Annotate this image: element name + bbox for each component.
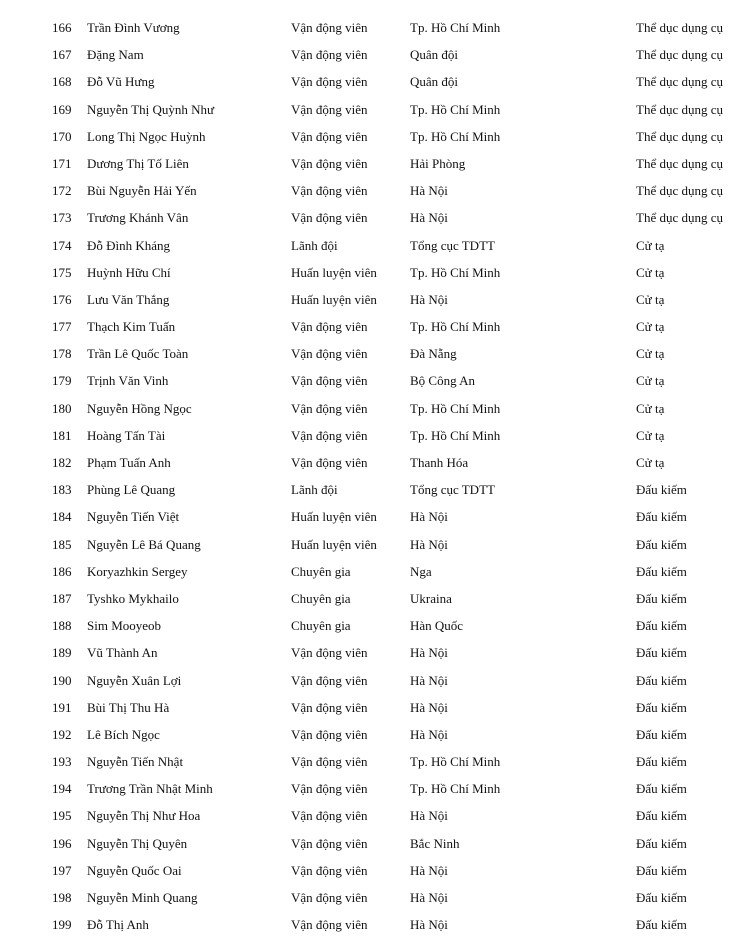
- member-name: Tyshko Mykhailo: [87, 590, 179, 606]
- member-role: Vận động viên: [291, 781, 368, 797]
- member-role: Vận động viên: [291, 210, 368, 226]
- row-number: 175: [52, 264, 72, 280]
- row-number: 166: [52, 20, 72, 35]
- member-role: Vận động viên: [291, 74, 368, 90]
- row-number: 185: [52, 536, 72, 552]
- member-role: Chuyên gia: [291, 618, 351, 634]
- table-row: [0, 911, 730, 938]
- member-unit: Hà Nội: [410, 645, 448, 661]
- member-sport: Cử tạ: [636, 427, 665, 443]
- row-number: 198: [52, 890, 72, 905]
- table-row: [0, 395, 730, 422]
- member-name: Vũ Thành An: [87, 645, 158, 661]
- member-sport: Đấu kiếm: [636, 726, 687, 742]
- table-row: [0, 367, 730, 394]
- member-name: Nguyễn Thị Quyên: [87, 835, 188, 851]
- member-name: Bùi Thị Thu Hà: [87, 699, 170, 715]
- row-number: 190: [52, 672, 72, 688]
- row-number: 186: [52, 563, 72, 579]
- member-unit: Bộ Công An: [410, 373, 476, 389]
- row-number: 188: [52, 618, 72, 634]
- member-role: Vận động viên: [291, 645, 368, 661]
- member-unit: Hàn Quốc: [410, 618, 464, 634]
- table-row: [0, 150, 730, 177]
- member-unit: Quân đội: [410, 47, 459, 63]
- member-role: Vận động viên: [291, 183, 368, 199]
- row-number: 199: [52, 917, 72, 933]
- member-role: Vận động viên: [291, 862, 368, 878]
- member-role: Vận động viên: [291, 427, 368, 443]
- table-row: [0, 775, 730, 802]
- member-name: Trương Trần Nhật Minh: [87, 781, 213, 797]
- member-name: Long Thị Ngọc Huỳnh: [87, 128, 206, 144]
- table-row: [0, 558, 730, 585]
- member-name: Phùng Lê Quang: [87, 482, 176, 498]
- member-role: Huấn luyện viên: [291, 264, 377, 280]
- member-role: Huấn luyện viên: [291, 291, 377, 307]
- table-row: [0, 68, 730, 95]
- member-role: Vận động viên: [291, 917, 368, 933]
- member-sport: Thể dục dụng cụ: [636, 47, 724, 63]
- member-sport: Cử tạ: [636, 373, 665, 389]
- member-role: Vận động viên: [291, 346, 368, 362]
- member-unit: Hà Nội: [410, 509, 448, 525]
- member-role: Vận động viên: [291, 672, 368, 688]
- table-row: [0, 123, 730, 150]
- member-sport: Đấu kiếm: [636, 563, 687, 579]
- member-sport: Thể dục dụng cụ: [636, 74, 724, 90]
- member-unit: Đà Nẵng: [410, 346, 457, 362]
- table-row: [0, 667, 730, 694]
- member-role: Vận động viên: [291, 808, 368, 824]
- member-role: Vận động viên: [291, 155, 368, 171]
- member-name: Đỗ Thị Anh: [87, 917, 149, 933]
- member-role: Vận động viên: [291, 455, 368, 470]
- row-number: 168: [52, 74, 72, 90]
- member-sport: Cử tạ: [636, 264, 665, 280]
- member-name: Trịnh Văn Vinh: [87, 373, 169, 389]
- member-unit: Hà Nội: [410, 917, 448, 933]
- member-name: Nguyễn Thị Quỳnh Như: [87, 101, 215, 117]
- member-role: Vận động viên: [291, 47, 368, 63]
- member-name: Nguyễn Tiến Nhật: [87, 754, 184, 770]
- member-sport: Đấu kiếm: [636, 890, 687, 905]
- member-name: Đỗ Đình Kháng: [87, 237, 171, 253]
- member-unit: Hà Nội: [410, 808, 448, 824]
- row-number: 193: [52, 754, 72, 770]
- member-name: Trương Khánh Vân: [87, 210, 189, 226]
- member-sport: Thể dục dụng cụ: [636, 210, 724, 226]
- member-unit: Tp. Hồ Chí Minh: [410, 400, 501, 416]
- member-unit: Tp. Hồ Chí Minh: [410, 754, 501, 770]
- row-number: 173: [52, 210, 72, 226]
- table-row: [0, 96, 730, 123]
- member-unit: Tp. Hồ Chí Minh: [410, 128, 501, 144]
- table-row: [0, 259, 730, 286]
- table-row: [0, 232, 730, 259]
- member-name: Trần Đình Vương: [87, 20, 180, 35]
- member-unit: Hà Nội: [410, 726, 448, 742]
- athlete-list-table: [0, 14, 730, 938]
- table-row: [0, 476, 730, 503]
- row-number: 179: [52, 373, 72, 389]
- member-unit: Tổng cục TDTT: [410, 237, 495, 253]
- table-row: [0, 802, 730, 829]
- member-sport: Cử tạ: [636, 319, 665, 335]
- member-role: Vận động viên: [291, 835, 368, 851]
- member-sport: Cử tạ: [636, 237, 665, 253]
- table-row: [0, 286, 730, 313]
- table-row: [0, 340, 730, 367]
- member-role: Vận động viên: [291, 20, 368, 35]
- member-sport: Đấu kiếm: [636, 590, 687, 606]
- member-sport: Đấu kiếm: [636, 699, 687, 715]
- member-name: Nguyễn Thị Như Hoa: [87, 808, 201, 824]
- member-unit: Tổng cục TDTT: [410, 482, 495, 498]
- table-row: [0, 585, 730, 612]
- row-number: 197: [52, 862, 72, 878]
- row-number: 191: [52, 699, 72, 715]
- member-unit: Hà Nội: [410, 183, 448, 199]
- row-number: 184: [52, 509, 72, 525]
- table-row: [0, 531, 730, 558]
- member-unit: Tp. Hồ Chí Minh: [410, 264, 501, 280]
- table-row: [0, 721, 730, 748]
- member-role: Huấn luyện viên: [291, 509, 377, 525]
- member-unit: Hà Nội: [410, 210, 448, 226]
- row-number: 181: [52, 427, 72, 443]
- member-sport: Thể dục dụng cụ: [636, 101, 724, 117]
- row-number: 182: [52, 455, 72, 470]
- member-name: Sim Mooyeob: [87, 618, 162, 634]
- member-unit: Hải Phòng: [410, 155, 466, 171]
- row-number: 169: [52, 101, 72, 117]
- row-number: 189: [52, 645, 72, 661]
- member-unit: Ukraina: [410, 590, 452, 606]
- member-role: Vận động viên: [291, 754, 368, 770]
- member-role: Chuyên gia: [291, 590, 351, 606]
- member-sport: Đấu kiếm: [636, 482, 687, 498]
- member-role: Vận động viên: [291, 101, 368, 117]
- table-row: [0, 204, 730, 231]
- row-number: 170: [52, 128, 72, 144]
- member-role: Huấn luyện viên: [291, 536, 377, 552]
- member-name: Đỗ Vũ Hưng: [87, 74, 155, 90]
- row-number: 167: [52, 47, 72, 63]
- member-sport: Đấu kiếm: [636, 917, 687, 933]
- row-number: 195: [52, 808, 72, 824]
- member-sport: Cử tạ: [636, 455, 665, 470]
- member-unit: Quân đội: [410, 74, 459, 90]
- member-sport: Thể dục dụng cụ: [636, 155, 724, 171]
- member-sport: Thể dục dụng cụ: [636, 20, 724, 35]
- member-name: Nguyễn Xuân Lợi: [87, 672, 182, 688]
- table-row: [0, 503, 730, 530]
- member-role: Chuyên gia: [291, 563, 351, 579]
- member-unit: Hà Nội: [410, 890, 448, 905]
- row-number: 171: [52, 155, 72, 171]
- table-row: [0, 449, 730, 476]
- table-row: [0, 694, 730, 721]
- member-role: Vận động viên: [291, 890, 368, 905]
- member-sport: Đấu kiếm: [636, 835, 687, 851]
- member-unit: Hà Nội: [410, 291, 448, 307]
- member-sport: Cử tạ: [636, 346, 665, 362]
- member-sport: Đấu kiếm: [636, 509, 687, 525]
- member-name: Bùi Nguyễn Hải Yến: [87, 183, 197, 199]
- table-row: [0, 422, 730, 449]
- member-name: Lê Bích Ngọc: [87, 726, 160, 742]
- row-number: 177: [52, 319, 72, 335]
- member-role: Vận động viên: [291, 373, 368, 389]
- member-sport: Đấu kiếm: [636, 754, 687, 770]
- table-row: [0, 857, 730, 884]
- member-unit: Tp. Hồ Chí Minh: [410, 319, 501, 335]
- row-number: 183: [52, 482, 72, 498]
- row-number: 196: [52, 835, 72, 851]
- member-unit: Tp. Hồ Chí Minh: [410, 20, 501, 35]
- member-name: Nguyễn Hồng Ngọc: [87, 400, 192, 416]
- member-role: Vận động viên: [291, 699, 368, 715]
- row-number: 174: [52, 237, 72, 253]
- row-number: 192: [52, 726, 72, 742]
- member-name: Trần Lê Quốc Toàn: [87, 346, 189, 362]
- member-sport: Thể dục dụng cụ: [636, 183, 724, 199]
- table-row: [0, 748, 730, 775]
- member-sport: Cử tạ: [636, 291, 665, 307]
- row-number: 180: [52, 400, 72, 416]
- table-row: [0, 313, 730, 340]
- member-role: Vận động viên: [291, 400, 368, 416]
- member-name: Nguyễn Tiến Việt: [87, 509, 180, 525]
- member-unit: Thanh Hóa: [410, 455, 469, 470]
- member-unit: Nga: [410, 563, 432, 579]
- member-name: Nguyễn Minh Quang: [87, 890, 198, 905]
- member-sport: Cử tạ: [636, 400, 665, 416]
- row-number: 172: [52, 183, 72, 199]
- member-sport: Đấu kiếm: [636, 618, 687, 634]
- member-sport: Đấu kiếm: [636, 862, 687, 878]
- table-row: [0, 612, 730, 639]
- member-sport: Đấu kiếm: [636, 645, 687, 661]
- table-row: [0, 830, 730, 857]
- member-name: Koryazhkin Sergey: [87, 563, 188, 579]
- member-name: Nguyễn Quốc Oai: [87, 862, 182, 878]
- table-row: [0, 639, 730, 666]
- table-row: [0, 177, 730, 204]
- row-number: 187: [52, 590, 72, 606]
- member-name: Nguyễn Lê Bá Quang: [87, 536, 201, 552]
- member-role: Vận động viên: [291, 726, 368, 742]
- member-name: Hoàng Tấn Tài: [87, 427, 166, 443]
- table-row: [0, 14, 730, 41]
- member-unit: Hà Nội: [410, 699, 448, 715]
- member-sport: Đấu kiếm: [636, 808, 687, 824]
- row-number: 178: [52, 346, 72, 362]
- member-unit: Tp. Hồ Chí Minh: [410, 781, 501, 797]
- member-role: Vận động viên: [291, 319, 368, 335]
- member-role: Lãnh đội: [291, 482, 338, 498]
- member-sport: Đấu kiếm: [636, 536, 687, 552]
- member-unit: Hà Nội: [410, 672, 448, 688]
- member-unit: Tp. Hồ Chí Minh: [410, 101, 501, 117]
- member-unit: Hà Nội: [410, 862, 448, 878]
- member-name: Dương Thị Tố Liên: [87, 155, 189, 171]
- member-sport: Đấu kiếm: [636, 781, 687, 797]
- member-name: Đặng Nam: [87, 47, 144, 63]
- member-name: Lưu Văn Thắng: [87, 291, 170, 307]
- table-row: [0, 41, 730, 68]
- row-number: 176: [52, 291, 72, 307]
- member-sport: Thể dục dụng cụ: [636, 128, 724, 144]
- member-name: Huỳnh Hữu Chí: [87, 264, 171, 280]
- member-sport: Đấu kiếm: [636, 672, 687, 688]
- member-role: Vận động viên: [291, 128, 368, 144]
- member-name: Thạch Kim Tuấn: [87, 319, 176, 335]
- member-unit: Hà Nội: [410, 536, 448, 552]
- row-number: 194: [52, 781, 72, 797]
- member-role: Lãnh đội: [291, 237, 338, 253]
- table-row: [0, 884, 730, 911]
- member-unit: Tp. Hồ Chí Minh: [410, 427, 501, 443]
- member-unit: Bắc Ninh: [410, 835, 460, 851]
- member-name: Phạm Tuấn Anh: [87, 455, 171, 470]
